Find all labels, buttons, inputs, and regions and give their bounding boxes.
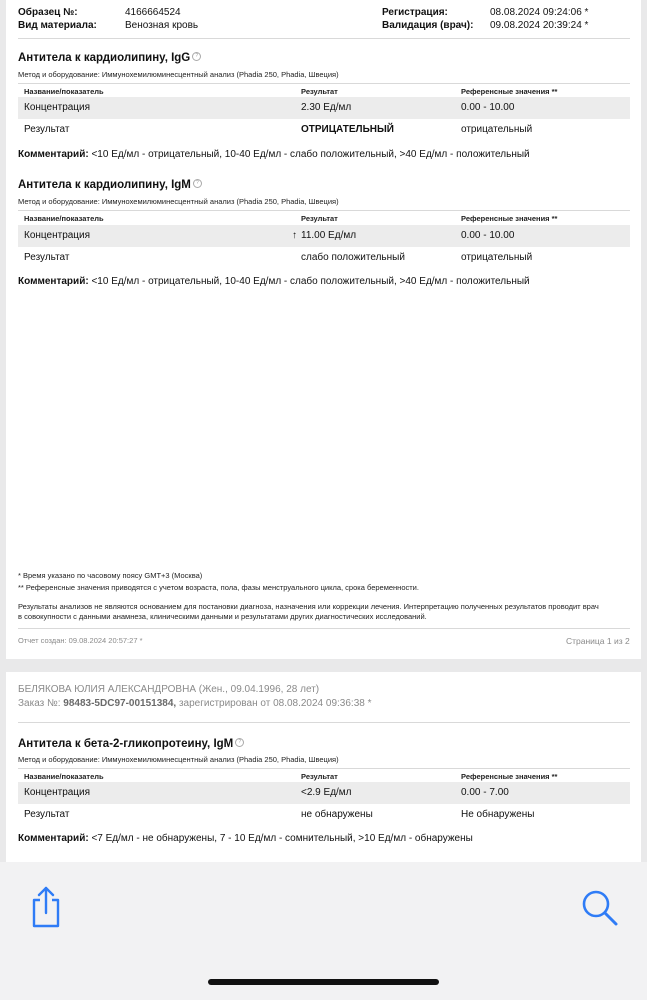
row-result: ОТРИЦАТЕЛЬНЫЙ	[301, 124, 394, 135]
column-header-reference: Референсные значения **	[461, 214, 558, 223]
reference-footnote: ** Референсные значения приводятся с учетом возраста, пола, фазы менструального цикла, срока беременности.	[18, 583, 419, 592]
table-divider	[18, 768, 630, 769]
home-indicator[interactable]	[208, 979, 439, 985]
material-value: Венозная кровь	[125, 20, 199, 31]
help-icon[interactable]: ?	[192, 52, 201, 61]
row-reference: 0.00 - 10.00	[461, 230, 515, 241]
registration-value: 08.08.2024 09:24:06 *	[490, 7, 589, 18]
page-number: Страница 1 из 2	[566, 636, 630, 646]
report-page-1	[6, 0, 641, 659]
row-reference: 0.00 - 10.00	[461, 102, 515, 113]
row-reference: отрицательный	[461, 252, 533, 263]
column-header-name: Название/показатель	[24, 772, 104, 781]
disclaimer-line-2: в совокупности с данными анамнеза, клиническими данными и результатами других диагностических исследований.	[18, 612, 427, 621]
row-name: Концентрация	[24, 102, 91, 113]
column-header-reference: Референсные значения **	[461, 87, 558, 96]
report-page-2	[6, 672, 641, 862]
table-row	[18, 247, 630, 269]
column-header-result: Результат	[301, 87, 338, 96]
row-name: Результат	[24, 252, 70, 263]
row-result: слабо положительный	[301, 252, 405, 263]
method-text: Метод и оборудование: Иммунохемилюминесцентный анализ (Phadia 250, Phadia, Швеция)	[18, 197, 339, 206]
table-divider	[18, 210, 630, 211]
disclaimer-line-1: Результаты анализов не являются основанием для постановки диагноза, назначения или коррекции лечения. Интерпретацию полученных результатов проводит врач	[18, 602, 599, 611]
column-header-result: Результат	[301, 214, 338, 223]
row-result: 11.00 Ед/мл	[301, 230, 357, 241]
method-text: Метод и оборудование: Иммунохемилюминесцентный анализ (Phadia 250, Phadia, Швеция)	[18, 755, 339, 764]
comment: Комментарий: <10 Ед/мл - отрицательный, 10-40 Ед/мл - слабо положительный, >40 Ед/мл - положительный	[18, 276, 530, 287]
table-row	[18, 225, 630, 247]
report-created: Отчет создан: 09.08.2024 20:57:27 *	[18, 636, 143, 645]
method-text: Метод и оборудование: Иммунохемилюминесцентный анализ (Phadia 250, Phadia, Швеция)	[18, 70, 339, 79]
help-icon[interactable]: ?	[193, 179, 202, 188]
sample-value: 4166664524	[125, 7, 181, 18]
column-header-name: Название/показатель	[24, 87, 104, 96]
section-title-igg-cardiolipin: Антитела к кардиолипину, IgG ?	[18, 52, 201, 64]
footer-divider	[18, 628, 630, 629]
row-reference: 0.00 - 7.00	[461, 787, 509, 798]
table-row	[18, 97, 630, 119]
registration-label: Регистрация:	[382, 7, 448, 18]
column-header-result: Результат	[301, 772, 338, 781]
validation-label: Валидация (врач):	[382, 20, 474, 31]
material-label: Вид материала:	[18, 20, 97, 31]
row-result: 2.30 Ед/мл	[301, 102, 352, 113]
row-result: <2.9 Ед/мл	[301, 787, 352, 798]
comment: Комментарий: <7 Ед/мл - не обнаружены, 7 - 10 Ед/мл - сомнительный, >10 Ед/мл - обнаружены	[18, 833, 473, 844]
row-reference: Не обнаружены	[461, 809, 535, 820]
row-reference: отрицательный	[461, 124, 533, 135]
comment: Комментарий: <10 Ед/мл - отрицательный, 10-40 Ед/мл - слабо положительный, >40 Ед/мл - положительный	[18, 149, 530, 160]
search-icon[interactable]	[580, 888, 620, 928]
row-name: Концентрация	[24, 230, 91, 241]
high-flag-icon: ↑	[292, 230, 297, 241]
share-icon[interactable]	[26, 884, 66, 928]
column-header-reference: Референсные значения **	[461, 772, 558, 781]
help-icon[interactable]: ?	[235, 738, 244, 747]
section-title-b2gp-igm: Антитела к бета-2-гликопротеину, IgM ?	[18, 738, 244, 750]
table-row	[18, 804, 630, 826]
row-name: Результат	[24, 124, 70, 135]
sample-label: Образец №:	[18, 7, 78, 18]
row-result: не обнаружены	[301, 809, 373, 820]
table-divider	[18, 83, 630, 84]
row-name: Результат	[24, 809, 70, 820]
order-info: Заказ №: 98483-5DC97-00151384, зарегистрирован от 08.08.2024 09:36:38 *	[18, 698, 372, 709]
patient-info: БЕЛЯКОВА ЮЛИЯ АЛЕКСАНДРОВНА (Жен., 09.04.1996, 28 лет)	[18, 684, 320, 695]
header-divider	[18, 38, 630, 39]
table-row	[18, 119, 630, 141]
validation-value: 09.08.2024 20:39:24 *	[490, 20, 589, 31]
time-footnote: * Время указано по часовому поясу GMT+3 (Москва)	[18, 571, 203, 580]
table-row	[18, 782, 630, 804]
row-name: Концентрация	[24, 787, 91, 798]
header-divider	[18, 722, 630, 723]
column-header-name: Название/показатель	[24, 214, 104, 223]
section-title-igm-cardiolipin: Антитела к кардиолипину, IgM ?	[18, 179, 202, 191]
